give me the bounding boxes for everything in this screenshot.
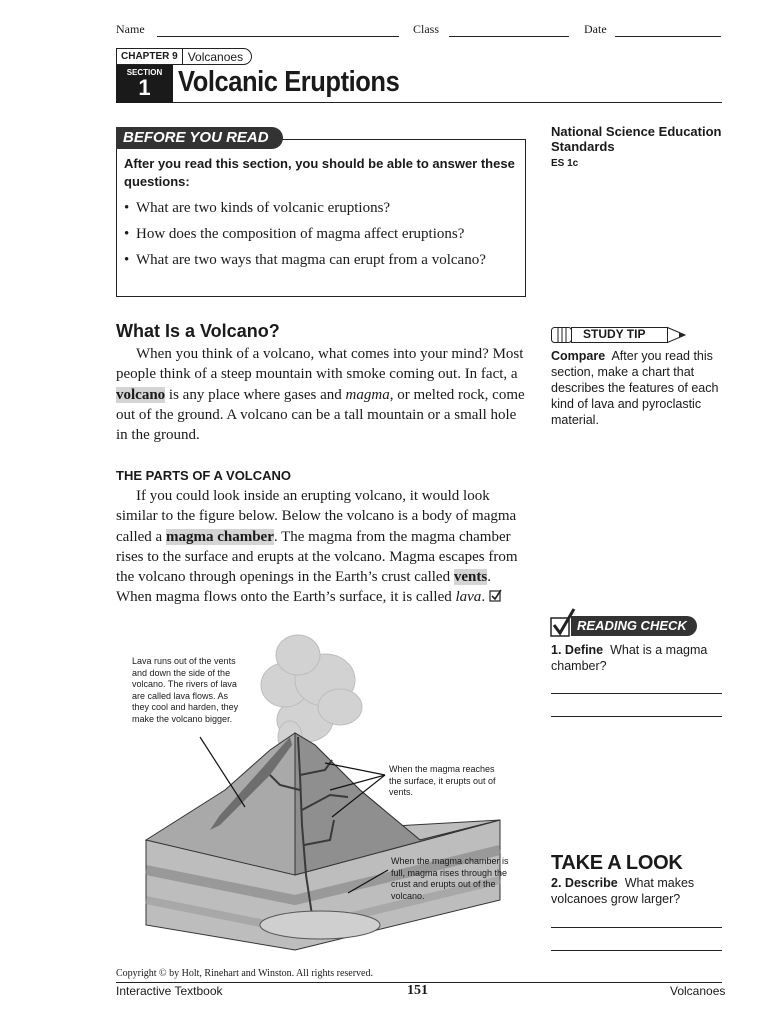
name-field[interactable] — [157, 36, 399, 37]
subheading: THE PARTS OF A VOLCANO — [116, 468, 292, 483]
before-you-read-tab: BEFORE YOU READ — [116, 127, 283, 149]
take-a-look-question: 2. Describe What makes volcanoes grow larger? — [551, 876, 695, 906]
caption-vents: When the magma reaches the surface, it erupts out of vents. — [389, 764, 496, 797]
date-field[interactable] — [615, 36, 721, 37]
title-rule — [173, 102, 722, 103]
answer-line[interactable] — [551, 693, 722, 694]
parts-paragraph: If you could look inside an erupting volcano, it would look similar to the figure below. Below the volcano is a body of magma called a magma chamber. The magma from the magma chamber rises to the surface and erupts at the volcano. Magma escapes from the volcano through openings in the Earth’s crust called vents. When magma flows onto the Earth’s surface, it is called lava. — [116, 488, 518, 606]
standards-title: National Science Education Standards — [551, 124, 722, 154]
copyright: Copyright © by Holt, Rinehart and Winston. All rights reserved. — [116, 968, 373, 979]
term-vents: vents — [453, 569, 488, 586]
answer-line[interactable] — [551, 927, 722, 928]
standards-code: ES 1c — [551, 158, 579, 169]
intro-paragraph: When you think of a volcano, what comes into your mind? Most people think of a steep mountain with smoke coming out. In fact, a volcano is any place where gases and magma, or melted rock, come out of the ground. A volcano can be a tall mountain or a small hole in the ground. — [116, 346, 525, 444]
section-badge — [116, 65, 173, 103]
caption-lava-flows: Lava runs out of the vents and down the side of the volcano. The rivers of lava are called lava flows. As they cool and harden, they make the volcano bigger. — [132, 656, 239, 724]
chapter-name: Volcanoes — [183, 48, 252, 65]
class-label: Class — [413, 22, 440, 36]
class-field[interactable] — [449, 36, 569, 37]
before-you-read-intro: After you read this section, you should be able to answer these questions: — [124, 156, 515, 189]
question-item: • How does the composition of magma affect eruptions? — [124, 226, 465, 242]
study-tip-label: STUDY TIP — [583, 327, 646, 341]
chapter-number: CHAPTER 9 — [116, 48, 183, 65]
page-number: 151 — [407, 983, 428, 998]
caption-magma-chamber: When the magma chamber is full, magma rises through the crust and erupts out of the volcano. — [391, 856, 509, 901]
study-tip-text: Compare After you read this section, make a chart that describes the features of each kind of lava and pyroclastic material. — [551, 349, 719, 427]
reading-check-banner: READING CHECK — [571, 616, 697, 636]
term-magma-chamber: magma chamber — [165, 528, 274, 545]
section-number: 1 — [138, 75, 151, 100]
take-a-look-heading: TAKE A LOOK — [551, 852, 683, 874]
section-heading: What Is a Volcano? — [116, 321, 280, 341]
name-label: Name — [116, 22, 145, 36]
question-item: • What are two ways that magma can erupt from a volcano? — [124, 252, 486, 268]
footer-left: Interactive Textbook — [116, 984, 223, 998]
section-label: SECTION — [126, 68, 163, 77]
footer-right: Volcanoes — [670, 984, 726, 998]
answer-line[interactable] — [551, 716, 722, 717]
page-title: Volcanic Eruptions — [178, 66, 400, 98]
reading-check-question: 1. Define What is a magma chamber? — [551, 643, 708, 673]
checkbox-icon — [489, 589, 502, 602]
date-label: Date — [584, 22, 607, 36]
term-volcano: volcano — [116, 386, 166, 403]
chapter-tag — [116, 48, 252, 65]
question-item: • What are two kinds of volcanic eruptions? — [124, 200, 391, 216]
answer-line[interactable] — [551, 950, 722, 951]
study-tip-banner — [551, 326, 687, 349]
